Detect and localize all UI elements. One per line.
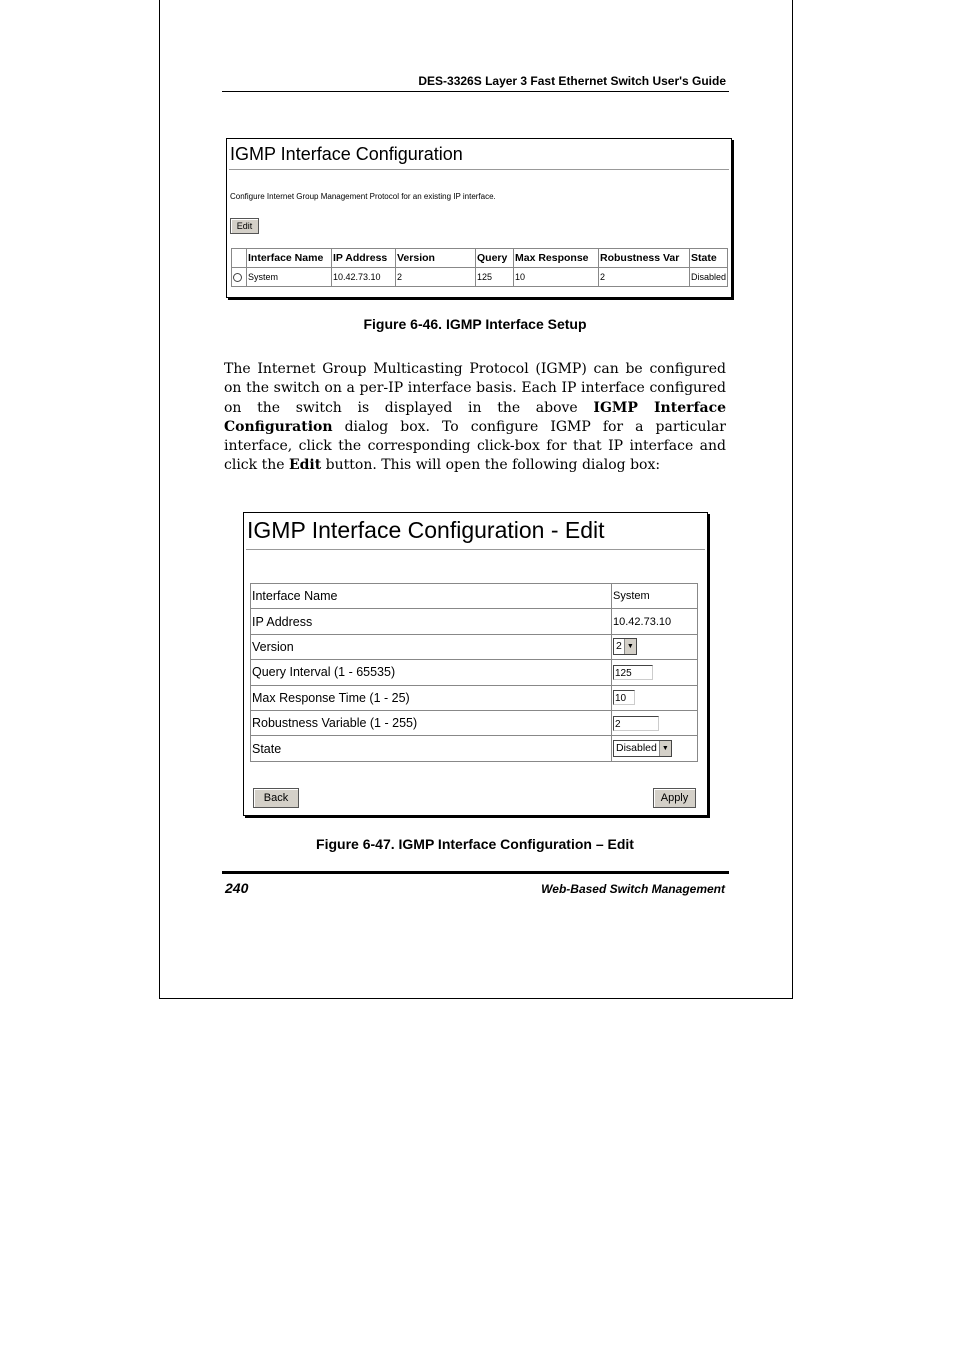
form-row [251, 685, 698, 710]
version-select[interactable] [613, 638, 637, 655]
version-select-value: 2 [616, 640, 622, 653]
robustness-variable-input[interactable]: 2 [613, 716, 659, 731]
version-cell [612, 634, 698, 659]
form-row [251, 634, 698, 659]
title-divider [229, 169, 729, 170]
igmp-interface-config-panel [226, 138, 732, 298]
column-header: Interface Name [247, 249, 332, 268]
panel-title: IGMP Interface Configuration - Edit [247, 517, 605, 543]
table-header-row [232, 249, 728, 268]
field-label: Interface Name [251, 584, 612, 609]
state-select-value: Disabled [616, 742, 657, 755]
paragraph-bold-text: IGMP Interface Configuration [224, 399, 727, 435]
ip-address-value: 10.42.73.10 [612, 609, 698, 634]
robustness-variable-cell [612, 710, 698, 735]
field-label: Version [251, 634, 612, 659]
body-paragraph [224, 360, 726, 476]
column-header: State [690, 249, 728, 268]
ip-address-cell: 10.42.73.10 [332, 268, 396, 287]
figure-caption: Figure 6-46. IGMP Interface Setup [363, 316, 587, 332]
state-cell: Disabled [690, 268, 728, 287]
back-button[interactable]: Back [253, 788, 299, 808]
state-select[interactable] [613, 740, 672, 757]
paragraph-text: The Internet Group Multicasting Protocol (IGMP) can be configured on the switch on a per-IP interface basis. Each IP interface configured on the switch is displayed in the above [224, 361, 726, 416]
state-cell [612, 736, 698, 761]
paragraph-bold-text: Edit [288, 457, 322, 474]
interface-name-cell: System [247, 268, 332, 287]
dropdown-arrow-icon: ▼ [659, 741, 671, 756]
column-header: Query [476, 249, 514, 268]
page-number: 240 [225, 880, 249, 896]
row-select-cell [232, 268, 247, 287]
figure-caption: Figure 6-47. IGMP Interface Configuration – Edit [316, 836, 634, 852]
version-cell: 2 [396, 268, 476, 287]
form-row [251, 660, 698, 685]
max-response-time-input[interactable]: 10 [613, 690, 635, 705]
row-select-radio[interactable] [233, 273, 242, 282]
form-row [251, 609, 698, 634]
query-interval-input[interactable]: 125 [613, 665, 653, 680]
running-footer: Web-Based Switch Management [541, 882, 725, 896]
field-label: IP Address [251, 609, 612, 634]
interface-name-value: System [612, 584, 698, 609]
form-row [251, 710, 698, 735]
igmp-interface-edit-panel [243, 512, 708, 816]
form-row [251, 584, 698, 609]
column-header: Robustness Var [599, 249, 690, 268]
form-row [251, 736, 698, 761]
paragraph-text: dialog box. To configure IGMP for a particular interface, click the corresponding click-box for that IP interface and click the [224, 418, 726, 474]
column-header: Max Response [514, 249, 599, 268]
query-interval-cell [612, 660, 698, 685]
robustness-var-cell: 2 [599, 268, 690, 287]
paragraph-text: button. This will open the following dialog box: [321, 457, 661, 474]
title-divider [246, 549, 705, 550]
field-label: Max Response Time (1 - 25) [251, 685, 612, 710]
dropdown-arrow-icon: ▼ [624, 639, 636, 654]
panel-title: IGMP Interface Configuration [230, 144, 463, 164]
apply-button[interactable]: Apply [653, 788, 696, 808]
edit-button[interactable]: Edit [230, 218, 259, 234]
header-rule [222, 91, 729, 92]
max-response-time-cell [612, 685, 698, 710]
select-column-header [232, 249, 247, 268]
column-header: Version [396, 249, 476, 268]
running-header: DES-3326S Layer 3 Fast Ethernet Switch User's Guide [418, 74, 726, 88]
column-header: IP Address [332, 249, 396, 268]
panel-description: Configure Internet Group Management Protocol for an existing IP interface. [230, 192, 496, 201]
max-response-cell: 10 [514, 268, 599, 287]
field-label: Robustness Variable (1 - 255) [251, 710, 612, 735]
footer-rule [222, 871, 729, 874]
edit-form-table [250, 583, 698, 762]
query-cell: 125 [476, 268, 514, 287]
igmp-interface-table [231, 248, 728, 287]
field-label: Query Interval (1 - 65535) [251, 660, 612, 685]
field-label: State [251, 736, 612, 761]
table-row [232, 268, 728, 287]
